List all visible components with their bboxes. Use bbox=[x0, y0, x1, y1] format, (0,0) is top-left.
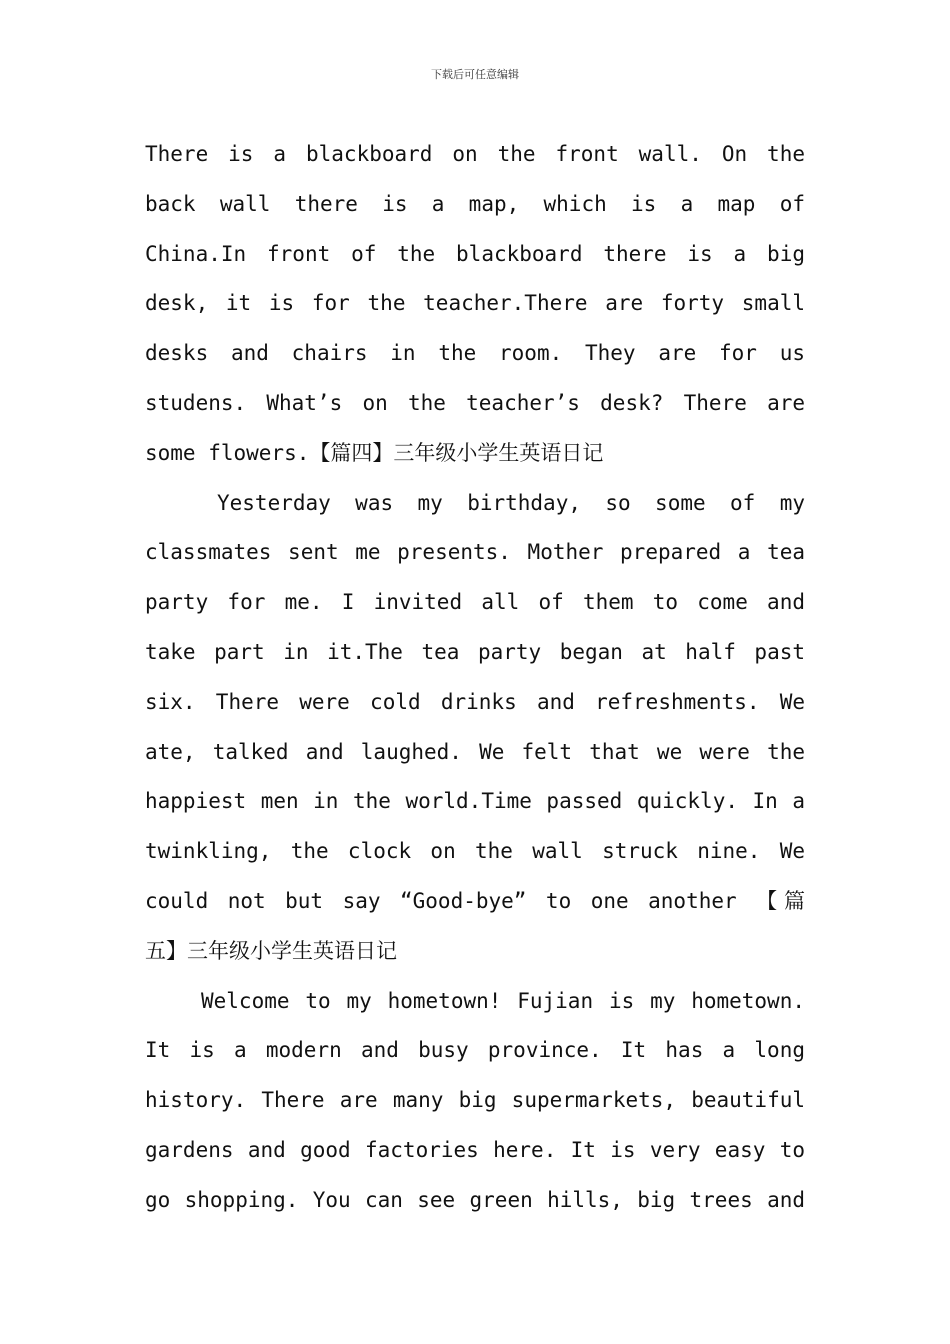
text-line: back wall there is a map, which is a map of bbox=[145, 191, 805, 216]
text-line: classmates sent me presents. Mother prepared a tea bbox=[145, 540, 805, 565]
section-heading-line: some flowers.【篇四】三年级小学生英语日记 bbox=[145, 440, 604, 465]
text-line: party for me. I invited all of them to come and bbox=[145, 590, 805, 615]
text-line: go shopping. You can see green hills, big trees and bbox=[145, 1187, 805, 1212]
text-line: six. There were cold drinks and refreshments. We bbox=[145, 689, 805, 714]
paragraph-start-line: Yesterday was my birthday, so some of my bbox=[217, 490, 805, 515]
text-line: desk, it is for the teacher.There are forty small bbox=[145, 291, 805, 316]
text-line: desks and chairs in the room. They are for us bbox=[145, 341, 805, 366]
text-line: ate, talked and laughed. We felt that we were the bbox=[145, 739, 805, 764]
text-line: It is a modern and busy province. It has a long bbox=[145, 1038, 805, 1063]
document-body bbox=[145, 130, 805, 1226]
page-header: 下载后可任意编辑 bbox=[431, 68, 519, 81]
text-line: studens. What’s on the teacher’s desk? There are bbox=[145, 390, 805, 415]
text-line: China.In front of the blackboard there is a big bbox=[145, 241, 805, 266]
paragraph-start-line: Welcome to my hometown! Fujian is my hometown. bbox=[201, 988, 805, 1013]
text-line: history. There are many big supermarkets, beautiful bbox=[145, 1088, 805, 1113]
section-heading-line: 五】三年级小学生英语日记 bbox=[145, 938, 397, 963]
text-line: gardens and good factories here. It is very easy to bbox=[145, 1137, 805, 1162]
text-line: could not but say “Good-bye” to one another 【篇 bbox=[145, 888, 805, 913]
text-line: There is a blackboard on the front wall. On the bbox=[145, 142, 805, 166]
text-line: happiest men in the world.Time passed quickly. In a bbox=[145, 789, 805, 814]
text-line: take part in it.The tea party began at half past bbox=[145, 639, 805, 664]
text-line: twinkling, the clock on the wall struck nine. We bbox=[145, 839, 805, 864]
